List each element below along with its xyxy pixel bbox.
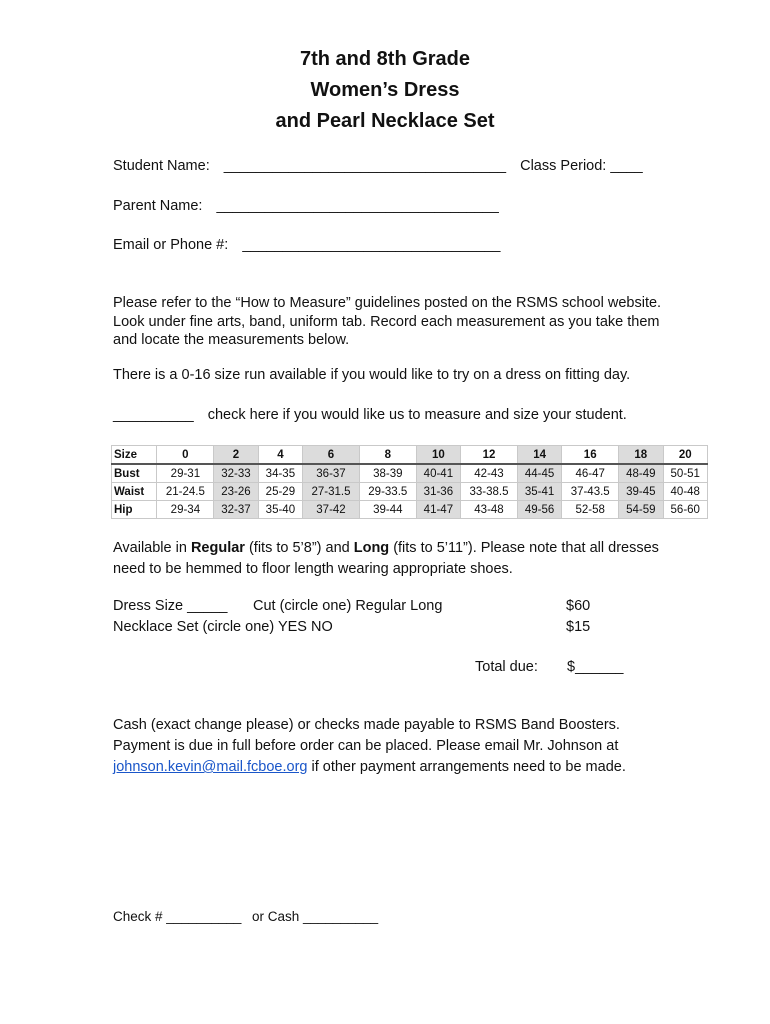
- email-phone-label: Email or Phone #:: [113, 237, 229, 253]
- regular-cut-label: Regular: [190, 540, 245, 556]
- table-cell: 54-59: [619, 501, 663, 519]
- table-cell: 35-40: [258, 501, 302, 519]
- size-header: 6: [303, 446, 360, 465]
- table-cell: 25-29: [258, 483, 302, 501]
- size-header: 12: [461, 446, 518, 465]
- size-header-label: Size: [112, 446, 157, 465]
- availability-suffix: (fits to 5’11”). Please note that all dresses need to be hemmed to floor length wearing appropriate shoes.: [113, 540, 659, 577]
- table-cell: 52-58: [562, 501, 619, 519]
- total-due-label: Total due:: [475, 659, 538, 675]
- row-label: Waist: [112, 483, 157, 501]
- necklace-price: $15: [566, 619, 591, 635]
- row-label: Hip: [112, 501, 157, 519]
- table-cell: 36-37: [303, 464, 360, 483]
- size-header: 8: [359, 446, 416, 465]
- parent-name-row: [113, 198, 499, 214]
- table-cell: 39-45: [619, 483, 663, 501]
- table-cell: 40-48: [663, 483, 708, 501]
- cash-field[interactable]: or Cash __________: [252, 909, 379, 924]
- size-header: 4: [258, 446, 302, 465]
- table-cell: 27-31.5: [303, 483, 360, 501]
- title-line-1: 7th and 8th Grade: [299, 48, 471, 70]
- class-period-field[interactable]: ____: [610, 158, 643, 174]
- availability-note: [113, 538, 673, 580]
- payment-line-1: Cash (exact change please) or checks made payable to RSMS Band Boosters.: [113, 717, 620, 733]
- student-name-field[interactable]: ___________________________________: [223, 158, 507, 174]
- payment-line-3-text: if other payment arrangements need to be made.: [307, 759, 626, 775]
- table-cell: 38-39: [359, 464, 416, 483]
- table-row: [112, 464, 708, 483]
- table-cell: 29-34: [157, 501, 214, 519]
- class-period-label: Class Period:: [520, 158, 607, 174]
- table-row: [112, 483, 708, 501]
- table-cell: 33-38.5: [461, 483, 518, 501]
- size-header: 20: [663, 446, 708, 465]
- dress-price: $60: [566, 598, 591, 614]
- row-label: Bust: [112, 464, 157, 483]
- table-cell: 44-45: [517, 464, 561, 483]
- total-due-field[interactable]: $______: [567, 659, 624, 675]
- table-cell: 21-24.5: [157, 483, 214, 501]
- size-chart-table: [111, 445, 708, 519]
- email-phone-field[interactable]: ________________________________: [242, 237, 501, 253]
- table-cell: 29-31: [157, 464, 214, 483]
- table-cell: 37-42: [303, 501, 360, 519]
- parent-name-field[interactable]: ___________________________________: [216, 198, 499, 214]
- size-header: 10: [416, 446, 460, 465]
- student-name-row: [113, 158, 643, 174]
- availability-prefix: Available in: [113, 540, 191, 556]
- table-cell: 46-47: [562, 464, 619, 483]
- table-cell: 43-48: [461, 501, 518, 519]
- size-header: 0: [157, 446, 214, 465]
- title-line-3: and Pearl Necklace Set: [275, 110, 495, 132]
- measure-request-row: [113, 407, 627, 423]
- long-cut-label: Long: [353, 540, 390, 556]
- size-header: 14: [517, 446, 561, 465]
- size-header: 18: [619, 446, 663, 465]
- measure-instructions: Please refer to the “How to Measure” guidelines posted on the RSMS school website. Look under fine arts, band, uniform tab. Record each measurement as you take them and locate the measurements below.: [113, 295, 662, 348]
- table-cell: 40-41: [416, 464, 460, 483]
- size-header: 16: [562, 446, 619, 465]
- payment-line-2: Payment is due in full before order can be placed. Please email Mr. Johnson at: [113, 738, 619, 754]
- parent-name-label: Parent Name:: [113, 198, 203, 214]
- necklace-choice[interactable]: Necklace Set (circle one) YES NO: [113, 619, 333, 635]
- measure-request-blank[interactable]: __________: [113, 407, 194, 423]
- email-link[interactable]: johnson.kevin@mail.fcboe.org: [113, 759, 308, 775]
- check-number-field[interactable]: Check # __________: [113, 909, 242, 924]
- table-cell: 29-33.5: [359, 483, 416, 501]
- dress-size-field[interactable]: Dress Size _____: [113, 598, 228, 614]
- student-name-label: Student Name:: [113, 158, 210, 174]
- size-run-note: There is a 0-16 size run available if you would like to try on a dress on fitting day.: [113, 367, 631, 383]
- email-phone-row: [113, 237, 500, 253]
- table-cell: 56-60: [663, 501, 708, 519]
- table-cell: 35-41: [517, 483, 561, 501]
- size-chart-header-row: [112, 446, 708, 465]
- cut-choice[interactable]: Cut (circle one) Regular Long: [253, 598, 443, 614]
- table-cell: 32-37: [214, 501, 258, 519]
- table-cell: 34-35: [258, 464, 302, 483]
- availability-mid: (fits to 5’8”) and: [244, 540, 354, 556]
- table-cell: 31-36: [416, 483, 460, 501]
- table-cell: 32-33: [214, 464, 258, 483]
- table-cell: 49-56: [517, 501, 561, 519]
- table-cell: 42-43: [461, 464, 518, 483]
- title-line-2: Women’s Dress: [310, 79, 460, 101]
- size-header: 2: [214, 446, 258, 465]
- table-cell: 23-26: [214, 483, 258, 501]
- payment-instructions: [113, 715, 673, 778]
- table-cell: 48-49: [619, 464, 663, 483]
- measure-request-label: check here if you would like us to measure and size your student.: [207, 407, 627, 423]
- table-row: [112, 501, 708, 519]
- table-cell: 37-43.5: [562, 483, 619, 501]
- table-cell: 39-44: [359, 501, 416, 519]
- table-cell: 41-47: [416, 501, 460, 519]
- table-cell: 50-51: [663, 464, 708, 483]
- payment-line-3: [113, 757, 673, 778]
